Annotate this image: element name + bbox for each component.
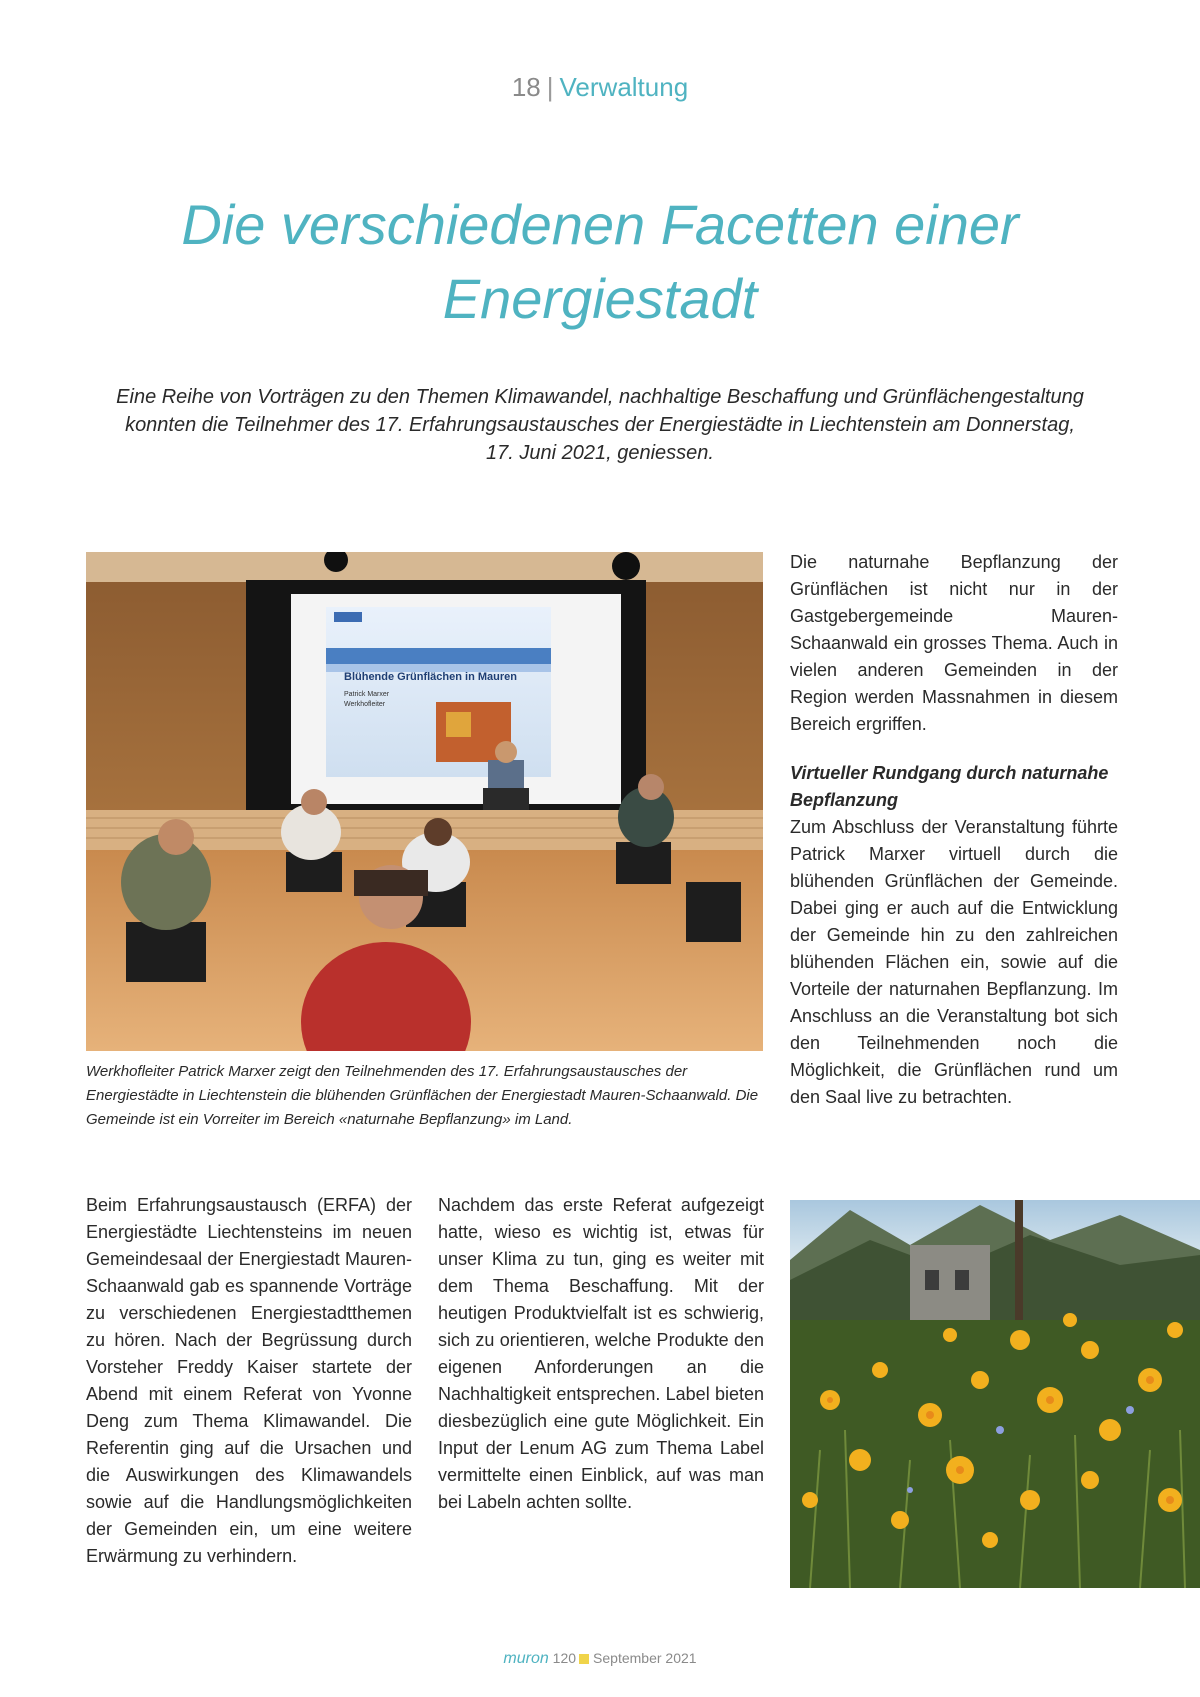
header-separator: | — [546, 72, 554, 102]
bottom-left-paragraph: Beim Erfahrungsaustausch (ERFA) der Energiestädte Liechtensteins im neuen Gemeindesaal der Energiestadt Mauren-Schaanwald gab es spannende Vorträge zu verschiedenen Energiestadtthemen zu hören. Nach der Begrüssung durch Vorsteher Freddy Kaiser startete der Abend mit einem Referat von Yvonne Deng zum Thema Klimawandel. Die Referentin ging auf die Ursachen und die Auswirkungen des Klimawandels sowie auf die Handlungsmöglichkeiten der Gemeinden ein, um eine weitere Erwärmung zu verhindern. — [86, 1195, 412, 1566]
right-column-paragraph-2: Zum Abschluss der Veranstaltung führte Patrick Marxer virtuell durch die blühenden Grünflächen der Gemeinde. Dabei ging er auch auf die Entwicklung der Gemeinde hin zu den zahlreichen blühenden Flächen ein, sowie auf die Vorteile der naturnahen Bepflanzung. Im Anschluss an die Veranstaltung bot sich den Teilnehmenden noch die Möglichkeit, die Grünflächen rund um den Saal live zu betrachten. — [790, 817, 1118, 1107]
photo-caption: Werkhofleiter Patrick Marxer zeigt den Teilnehmenden des 17. Erfahrungsaustausches der Energiestädte in Liechtenstein die blühenden Grünflächen der Energiestadt Mauren-Schaanwald. Die Gemeinde ist ein Vorreiter im Bereich «naturnahe Bepflanzung» im Land. — [86, 1063, 759, 1128]
flower-meadow-illustration — [790, 1200, 1200, 1588]
page-header — [0, 72, 1200, 103]
subheading: Virtueller Rundgang durch naturnahe Bepflanzung — [790, 763, 1109, 810]
lecture-photo — [86, 552, 763, 1051]
footer-brand: muron — [503, 1650, 549, 1667]
flower-meadow-photo — [790, 1200, 1200, 1588]
slide-title: Blühende Grünflächen in Mauren — [344, 671, 517, 683]
right-column — [790, 549, 1118, 1111]
section-name: Verwaltung — [559, 72, 689, 102]
bottom-column-middle — [438, 1192, 764, 1516]
slide-role: Werkhofleiter — [344, 701, 386, 708]
article-lead: Eine Reihe von Vorträgen zu den Themen Klimawandel, nachhaltige Beschaffung und Grünflächengestaltung konnten die Teilnehmer des 17. Erfahrungsaustausches der Energiestädte in Liechtenstein am Donnerstag, 17. Juni 2021, geniessen. — [116, 386, 1084, 464]
lecture-hall-illustration — [86, 552, 763, 1051]
right-column-paragraph-1: Die naturnahe Bepflanzung der Grünflächen ist nicht nur in der Gastgebergemeinde Mauren-Schaanwald ein grosses Thema. Auch in vielen anderen Gemeinden in der Region werden Massnahmen in diesem Bereich ergriffen. — [790, 552, 1118, 734]
footer-square-icon — [579, 1654, 589, 1664]
slide-author: Patrick Marxer — [344, 691, 390, 698]
footer-date: September 2021 — [593, 1650, 697, 1666]
bottom-middle-paragraph: Nachdem das erste Referat aufgezeigt hatte, wieso es wichtig ist, etwas für unser Klima zu tun, ging es weiter mit dem Thema Beschaffung. Mit der heutigen Produktvielfalt ist es schwierig, sich zu orientieren, welche Produkte den eigenen Anforderungen an die Nachhaltigkeit entsprechen. Label bieten diesbezüglich eine gute Möglichkeit. Ein Input der Lenum AG zum Thema Label vermittelte einen Einblick, auf was man bei Labeln achten sollte. — [438, 1195, 764, 1512]
article-title: Die verschiedenen Facetten einer Energiestadt — [181, 193, 1019, 330]
page-number: 18 — [511, 72, 541, 102]
bottom-column-left — [86, 1192, 412, 1570]
page-footer — [0, 1650, 1200, 1668]
footer-issue: 120 — [552, 1650, 577, 1666]
